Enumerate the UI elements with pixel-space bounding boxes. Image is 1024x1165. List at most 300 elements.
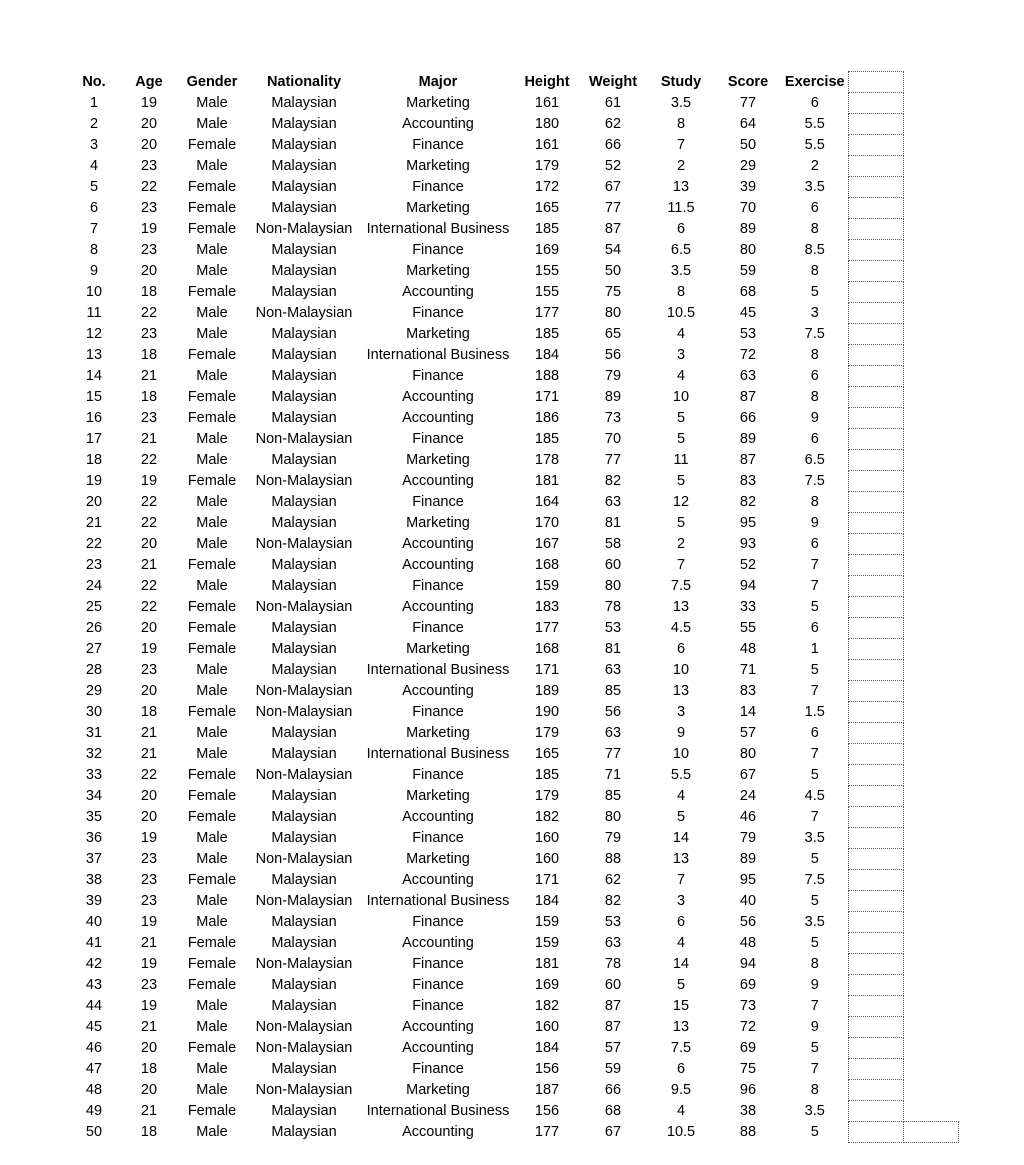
cell-study[interactable]: 7 xyxy=(676,137,686,153)
column-header-nationality[interactable]: Nationality xyxy=(266,74,342,90)
cell-score[interactable]: 89 xyxy=(739,221,757,237)
cell-height[interactable]: 186 xyxy=(534,410,560,426)
cell-nationality[interactable]: Malaysian xyxy=(271,578,337,594)
cell-major[interactable]: International Business xyxy=(366,1103,510,1119)
cell-gender[interactable]: Female xyxy=(187,389,237,405)
cell-score[interactable]: 50 xyxy=(739,137,757,153)
cell-exercise[interactable]: 6 xyxy=(810,725,819,741)
cell-age[interactable]: 19 xyxy=(140,830,158,846)
cell-age[interactable]: 19 xyxy=(140,998,158,1014)
cell-score[interactable]: 82 xyxy=(739,494,757,510)
cell-weight[interactable]: 87 xyxy=(604,221,622,237)
cell-major[interactable]: Accounting xyxy=(402,116,474,132)
cell-height[interactable]: 183 xyxy=(534,599,560,615)
cell-gender[interactable]: Female xyxy=(187,977,237,993)
cell-study[interactable]: 4.5 xyxy=(670,620,692,636)
cell-no[interactable]: 36 xyxy=(85,830,103,846)
cell-age[interactable]: 21 xyxy=(140,935,158,951)
cell-no[interactable]: 40 xyxy=(85,914,103,930)
cell-height[interactable]: 165 xyxy=(534,200,560,216)
cell-weight[interactable]: 60 xyxy=(604,557,622,573)
cell-age[interactable]: 21 xyxy=(140,368,158,384)
cell-height[interactable]: 177 xyxy=(534,620,560,636)
cell-major[interactable]: Finance xyxy=(412,1061,464,1077)
cell-exercise[interactable]: 9 xyxy=(810,515,819,531)
cell-exercise[interactable]: 6 xyxy=(810,95,819,111)
cell-weight[interactable]: 61 xyxy=(604,95,622,111)
cell-age[interactable]: 23 xyxy=(140,977,158,993)
cell-height[interactable]: 160 xyxy=(534,1019,560,1035)
cell-no[interactable]: 47 xyxy=(85,1061,103,1077)
empty-cell[interactable] xyxy=(848,870,903,891)
cell-nationality[interactable]: Malaysian xyxy=(271,95,337,111)
cell-score[interactable]: 93 xyxy=(739,536,757,552)
cell-weight[interactable]: 62 xyxy=(604,872,622,888)
cell-nationality[interactable]: Malaysian xyxy=(271,242,337,258)
cell-score[interactable]: 66 xyxy=(739,410,757,426)
cell-age[interactable]: 20 xyxy=(140,1082,158,1098)
empty-cell[interactable] xyxy=(848,450,903,471)
cell-major[interactable]: Finance xyxy=(412,767,464,783)
empty-cell[interactable] xyxy=(848,492,903,513)
cell-gender[interactable]: Male xyxy=(196,326,228,342)
cell-score[interactable]: 46 xyxy=(739,809,757,825)
cell-study[interactable]: 6 xyxy=(676,221,686,237)
cell-study[interactable]: 7.5 xyxy=(670,578,692,594)
cell-gender[interactable]: Female xyxy=(187,1040,237,1056)
cell-score[interactable]: 87 xyxy=(739,452,757,468)
cell-no[interactable]: 1 xyxy=(89,95,99,111)
cell-exercise[interactable]: 7.5 xyxy=(804,473,825,489)
cell-no[interactable]: 17 xyxy=(85,431,103,447)
cell-gender[interactable]: Male xyxy=(196,998,228,1014)
cell-major[interactable]: Accounting xyxy=(402,389,474,405)
empty-cell[interactable] xyxy=(848,513,903,534)
cell-nationality[interactable]: Malaysian xyxy=(271,1103,337,1119)
cell-weight[interactable]: 66 xyxy=(604,137,622,153)
cell-major[interactable]: Marketing xyxy=(406,200,470,216)
empty-cell[interactable] xyxy=(848,1038,903,1059)
cell-gender[interactable]: Female xyxy=(187,809,237,825)
cell-nationality[interactable]: Malaysian xyxy=(271,641,337,657)
cell-study[interactable]: 11.5 xyxy=(667,200,695,216)
empty-cell[interactable] xyxy=(848,1080,903,1101)
cell-major[interactable]: Accounting xyxy=(402,473,474,489)
cell-nationality[interactable]: Non-Malaysian xyxy=(255,683,353,699)
cell-study[interactable]: 13 xyxy=(672,1019,690,1035)
cell-age[interactable]: 21 xyxy=(140,431,158,447)
cell-nationality[interactable]: Non-Malaysian xyxy=(255,956,353,972)
column-header-score[interactable]: Score xyxy=(727,74,769,90)
empty-cell[interactable] xyxy=(848,471,903,492)
cell-exercise[interactable]: 9 xyxy=(810,1019,819,1035)
empty-cell[interactable] xyxy=(848,1017,903,1038)
cell-height[interactable]: 168 xyxy=(534,641,560,657)
empty-cell[interactable] xyxy=(848,408,903,429)
cell-height[interactable]: 180 xyxy=(534,116,560,132)
cell-height[interactable]: 170 xyxy=(534,515,560,531)
cell-age[interactable]: 21 xyxy=(140,725,158,741)
cell-weight[interactable]: 70 xyxy=(604,431,622,447)
empty-cell[interactable] xyxy=(848,72,903,93)
cell-height[interactable]: 179 xyxy=(534,158,560,174)
cell-gender[interactable]: Male xyxy=(196,158,228,174)
cell-exercise[interactable]: 3.5 xyxy=(804,1103,825,1119)
cell-nationality[interactable]: Malaysian xyxy=(271,347,337,363)
cell-study[interactable]: 4 xyxy=(676,368,686,384)
column-header-study[interactable]: Study xyxy=(660,74,702,90)
cell-weight[interactable]: 63 xyxy=(604,935,622,951)
cell-study[interactable]: 13 xyxy=(672,851,690,867)
cell-age[interactable]: 19 xyxy=(140,473,158,489)
cell-score[interactable]: 71 xyxy=(739,662,757,678)
cell-age[interactable]: 20 xyxy=(140,116,158,132)
cell-height[interactable]: 161 xyxy=(534,137,560,153)
cell-gender[interactable]: Female xyxy=(187,179,237,195)
empty-cell[interactable] xyxy=(848,933,903,954)
cell-study[interactable]: 3.5 xyxy=(670,263,692,279)
cell-study[interactable]: 5 xyxy=(676,431,686,447)
cell-exercise[interactable]: 8 xyxy=(810,221,819,237)
cell-age[interactable]: 23 xyxy=(140,851,158,867)
cell-nationality[interactable]: Malaysian xyxy=(271,263,337,279)
cell-major[interactable]: Accounting xyxy=(402,872,474,888)
cell-nationality[interactable]: Non-Malaysian xyxy=(255,431,353,447)
cell-age[interactable]: 23 xyxy=(140,872,158,888)
cell-gender[interactable]: Male xyxy=(196,116,228,132)
cell-weight[interactable]: 62 xyxy=(604,116,622,132)
cell-exercise[interactable]: 3.5 xyxy=(804,830,825,846)
cell-no[interactable]: 32 xyxy=(85,746,103,762)
cell-nationality[interactable]: Malaysian xyxy=(271,935,337,951)
cell-exercise[interactable]: 6 xyxy=(810,536,819,552)
cell-exercise[interactable]: 6.5 xyxy=(804,452,825,468)
cell-study[interactable]: 6.5 xyxy=(670,242,692,258)
cell-score[interactable]: 89 xyxy=(739,431,757,447)
cell-study[interactable]: 6 xyxy=(676,914,686,930)
cell-score[interactable]: 77 xyxy=(739,95,757,111)
cell-age[interactable]: 21 xyxy=(140,1103,158,1119)
cell-gender[interactable]: Female xyxy=(187,641,237,657)
cell-major[interactable]: Finance xyxy=(412,305,464,321)
cell-gender[interactable]: Female xyxy=(187,956,237,972)
cell-age[interactable]: 22 xyxy=(140,452,158,468)
cell-weight[interactable]: 52 xyxy=(604,158,622,174)
cell-weight[interactable]: 53 xyxy=(604,620,622,636)
cell-score[interactable]: 53 xyxy=(739,326,757,342)
cell-height[interactable]: 185 xyxy=(534,767,560,783)
cell-height[interactable]: 172 xyxy=(534,179,560,195)
cell-major[interactable]: Accounting xyxy=(402,557,474,573)
cell-gender[interactable]: Male xyxy=(196,683,228,699)
cell-no[interactable]: 18 xyxy=(85,452,103,468)
cell-exercise[interactable]: 5 xyxy=(810,662,819,678)
cell-weight[interactable]: 81 xyxy=(604,641,622,657)
cell-exercise[interactable]: 7.5 xyxy=(804,326,825,342)
cell-study[interactable]: 3 xyxy=(676,704,686,720)
cell-major[interactable]: Accounting xyxy=(402,1040,474,1056)
cell-major[interactable]: Finance xyxy=(412,977,464,993)
cell-score[interactable]: 67 xyxy=(739,767,757,783)
cell-study[interactable]: 4 xyxy=(676,788,686,804)
cell-exercise[interactable]: 5 xyxy=(810,893,819,909)
cell-gender[interactable]: Male xyxy=(196,725,228,741)
cell-age[interactable]: 21 xyxy=(140,1019,158,1035)
cell-major[interactable]: Marketing xyxy=(406,641,470,657)
empty-cell[interactable] xyxy=(848,429,903,450)
cell-major[interactable]: International Business xyxy=(366,347,510,363)
cell-gender[interactable]: Female xyxy=(187,200,237,216)
cell-major[interactable]: Finance xyxy=(412,242,464,258)
cell-nationality[interactable]: Malaysian xyxy=(271,494,337,510)
cell-weight[interactable]: 68 xyxy=(604,1103,622,1119)
cell-gender[interactable]: Male xyxy=(196,95,228,111)
cell-exercise[interactable]: 3.5 xyxy=(804,179,825,195)
cell-exercise[interactable]: 5 xyxy=(810,284,819,300)
cell-study[interactable]: 10.5 xyxy=(666,1124,696,1140)
column-header-no[interactable]: No. xyxy=(82,74,106,90)
cell-gender[interactable]: Male xyxy=(196,452,228,468)
cell-weight[interactable]: 85 xyxy=(604,788,622,804)
cell-height[interactable]: 156 xyxy=(534,1103,560,1119)
cell-major[interactable]: International Business xyxy=(366,746,510,762)
cell-exercise[interactable]: 8 xyxy=(810,389,819,405)
cell-exercise[interactable]: 8 xyxy=(810,263,819,279)
cell-age[interactable]: 18 xyxy=(140,389,158,405)
cell-no[interactable]: 43 xyxy=(85,977,103,993)
cell-score[interactable]: 80 xyxy=(739,746,757,762)
cell-study[interactable]: 5 xyxy=(676,515,686,531)
cell-gender[interactable]: Female xyxy=(187,473,237,489)
cell-score[interactable]: 33 xyxy=(739,599,757,615)
cell-exercise[interactable]: 3.5 xyxy=(804,914,825,930)
cell-major[interactable]: Marketing xyxy=(406,263,470,279)
cell-height[interactable]: 171 xyxy=(534,389,560,405)
empty-cell[interactable] xyxy=(848,660,903,681)
cell-nationality[interactable]: Malaysian xyxy=(271,452,337,468)
cell-gender[interactable]: Male xyxy=(196,830,228,846)
cell-nationality[interactable]: Non-Malaysian xyxy=(255,767,353,783)
cell-height[interactable]: 169 xyxy=(534,242,560,258)
cell-weight[interactable]: 82 xyxy=(604,473,622,489)
cell-height[interactable]: 181 xyxy=(534,956,560,972)
cell-nationality[interactable]: Non-Malaysian xyxy=(255,536,353,552)
cell-score[interactable]: 48 xyxy=(739,641,757,657)
cell-exercise[interactable]: 5.5 xyxy=(804,137,825,153)
column-header-gender[interactable]: Gender xyxy=(186,74,238,90)
empty-cell[interactable] xyxy=(848,996,903,1017)
cell-study[interactable]: 4 xyxy=(676,935,686,951)
cell-score[interactable]: 95 xyxy=(739,515,757,531)
cell-gender[interactable]: Female xyxy=(187,788,237,804)
empty-cell[interactable] xyxy=(848,912,903,933)
cell-exercise[interactable]: 7 xyxy=(810,578,819,594)
cell-exercise[interactable]: 8 xyxy=(810,1082,819,1098)
cell-gender[interactable]: Male xyxy=(196,914,228,930)
empty-cell[interactable] xyxy=(848,702,903,723)
cell-no[interactable]: 37 xyxy=(85,851,103,867)
cell-height[interactable]: 155 xyxy=(534,263,560,279)
column-header-exercise[interactable]: Exercise xyxy=(784,74,845,90)
cell-exercise[interactable]: 5 xyxy=(810,851,819,867)
cell-major[interactable]: Accounting xyxy=(402,536,474,552)
cell-gender[interactable]: Male xyxy=(196,1082,228,1098)
empty-cell[interactable] xyxy=(848,618,903,639)
cell-nationality[interactable]: Malaysian xyxy=(271,389,337,405)
cell-nationality[interactable]: Malaysian xyxy=(271,872,337,888)
cell-age[interactable]: 19 xyxy=(140,956,158,972)
cell-weight[interactable]: 73 xyxy=(604,410,622,426)
cell-major[interactable]: Finance xyxy=(412,578,464,594)
empty-cell[interactable] xyxy=(903,1122,958,1143)
cell-exercise[interactable]: 8.5 xyxy=(804,242,825,258)
cell-exercise[interactable]: 9 xyxy=(810,977,819,993)
cell-height[interactable]: 185 xyxy=(534,221,560,237)
cell-major[interactable]: Accounting xyxy=(402,809,474,825)
cell-major[interactable]: Finance xyxy=(412,494,464,510)
cell-height[interactable]: 167 xyxy=(534,536,560,552)
cell-exercise[interactable]: 8 xyxy=(810,956,819,972)
cell-score[interactable]: 59 xyxy=(739,263,757,279)
cell-no[interactable]: 4 xyxy=(89,158,99,174)
empty-cell[interactable] xyxy=(848,786,903,807)
cell-height[interactable]: 190 xyxy=(534,704,560,720)
cell-study[interactable]: 5.5 xyxy=(670,767,692,783)
empty-cell[interactable] xyxy=(848,828,903,849)
cell-no[interactable]: 45 xyxy=(85,1019,103,1035)
cell-no[interactable]: 3 xyxy=(89,137,99,153)
cell-score[interactable]: 63 xyxy=(739,368,757,384)
cell-no[interactable]: 26 xyxy=(85,620,103,636)
cell-weight[interactable]: 80 xyxy=(604,305,622,321)
cell-study[interactable]: 6 xyxy=(676,1061,686,1077)
cell-major[interactable]: Accounting xyxy=(402,935,474,951)
cell-nationality[interactable]: Non-Malaysian xyxy=(255,221,353,237)
cell-major[interactable]: Finance xyxy=(412,998,464,1014)
cell-score[interactable]: 73 xyxy=(739,998,757,1014)
cell-exercise[interactable]: 7 xyxy=(810,809,819,825)
cell-weight[interactable]: 87 xyxy=(604,1019,622,1035)
cell-study[interactable]: 7 xyxy=(676,872,686,888)
cell-age[interactable]: 20 xyxy=(140,809,158,825)
cell-weight[interactable]: 81 xyxy=(604,515,622,531)
cell-no[interactable]: 29 xyxy=(85,683,103,699)
cell-gender[interactable]: Female xyxy=(187,347,237,363)
cell-score[interactable]: 68 xyxy=(739,284,757,300)
cell-score[interactable]: 89 xyxy=(739,851,757,867)
cell-no[interactable]: 2 xyxy=(89,116,99,132)
cell-height[interactable]: 161 xyxy=(534,95,560,111)
cell-score[interactable]: 87 xyxy=(739,389,757,405)
cell-nationality[interactable]: Malaysian xyxy=(271,725,337,741)
cell-no[interactable]: 11 xyxy=(86,305,102,321)
cell-study[interactable]: 15 xyxy=(672,998,690,1014)
cell-weight[interactable]: 80 xyxy=(604,578,622,594)
cell-score[interactable]: 72 xyxy=(739,347,757,363)
cell-nationality[interactable]: Malaysian xyxy=(271,137,337,153)
cell-study[interactable]: 3 xyxy=(676,893,686,909)
cell-height[interactable]: 178 xyxy=(534,452,560,468)
cell-gender[interactable]: Female xyxy=(187,221,237,237)
cell-nationality[interactable]: Malaysian xyxy=(271,116,337,132)
cell-no[interactable]: 21 xyxy=(85,515,103,531)
cell-major[interactable]: Finance xyxy=(412,368,464,384)
cell-age[interactable]: 18 xyxy=(140,347,158,363)
cell-height[interactable]: 182 xyxy=(534,998,560,1014)
cell-gender[interactable]: Female xyxy=(187,620,237,636)
cell-age[interactable]: 21 xyxy=(140,557,158,573)
cell-gender[interactable]: Male xyxy=(196,893,228,909)
cell-major[interactable]: Accounting xyxy=(402,599,474,615)
cell-major[interactable]: Accounting xyxy=(402,683,474,699)
empty-cell[interactable] xyxy=(848,954,903,975)
empty-cell[interactable] xyxy=(848,597,903,618)
cell-nationality[interactable]: Malaysian xyxy=(271,284,337,300)
cell-gender[interactable]: Male xyxy=(196,1061,228,1077)
cell-nationality[interactable]: Malaysian xyxy=(271,788,337,804)
cell-height[interactable]: 184 xyxy=(534,1040,560,1056)
cell-age[interactable]: 19 xyxy=(140,914,158,930)
cell-age[interactable]: 21 xyxy=(140,746,158,762)
cell-exercise[interactable]: 7 xyxy=(810,683,819,699)
cell-no[interactable]: 48 xyxy=(85,1082,103,1098)
cell-score[interactable]: 75 xyxy=(739,1061,757,1077)
cell-weight[interactable]: 85 xyxy=(604,683,622,699)
empty-cell[interactable] xyxy=(848,93,903,114)
cell-age[interactable]: 19 xyxy=(140,95,158,111)
cell-no[interactable]: 12 xyxy=(85,326,103,342)
cell-major[interactable]: International Business xyxy=(366,893,510,909)
cell-study[interactable]: 13 xyxy=(672,683,690,699)
cell-score[interactable]: 83 xyxy=(739,473,757,489)
cell-weight[interactable]: 75 xyxy=(604,284,622,300)
cell-study[interactable]: 5 xyxy=(676,473,686,489)
cell-nationality[interactable]: Non-Malaysian xyxy=(255,473,353,489)
cell-height[interactable]: 188 xyxy=(534,368,560,384)
cell-weight[interactable]: 78 xyxy=(604,599,622,615)
cell-study[interactable]: 5 xyxy=(676,410,686,426)
empty-cell[interactable] xyxy=(848,135,903,156)
cell-no[interactable]: 5 xyxy=(89,179,99,195)
cell-nationality[interactable]: Malaysian xyxy=(271,914,337,930)
cell-no[interactable]: 13 xyxy=(85,347,103,363)
cell-exercise[interactable]: 6 xyxy=(810,431,819,447)
cell-gender[interactable]: Male xyxy=(196,242,228,258)
empty-cell[interactable] xyxy=(848,681,903,702)
cell-nationality[interactable]: Non-Malaysian xyxy=(255,305,353,321)
cell-no[interactable]: 19 xyxy=(85,473,103,489)
cell-study[interactable]: 5 xyxy=(676,809,686,825)
cell-major[interactable]: Marketing xyxy=(406,1082,470,1098)
cell-weight[interactable]: 82 xyxy=(604,893,622,909)
cell-study[interactable]: 8 xyxy=(676,116,686,132)
cell-height[interactable]: 185 xyxy=(534,326,560,342)
cell-no[interactable]: 8 xyxy=(89,242,99,258)
cell-nationality[interactable]: Non-Malaysian xyxy=(255,1082,353,1098)
cell-weight[interactable]: 79 xyxy=(604,368,622,384)
cell-no[interactable]: 38 xyxy=(85,872,103,888)
cell-height[interactable]: 164 xyxy=(534,494,560,510)
cell-no[interactable]: 31 xyxy=(85,725,103,741)
cell-height[interactable]: 168 xyxy=(534,557,560,573)
empty-cell[interactable] xyxy=(848,177,903,198)
cell-score[interactable]: 55 xyxy=(739,620,757,636)
cell-height[interactable]: 177 xyxy=(534,1124,560,1140)
cell-score[interactable]: 80 xyxy=(739,242,757,258)
cell-age[interactable]: 23 xyxy=(140,242,158,258)
cell-no[interactable]: 15 xyxy=(85,389,103,405)
empty-cell[interactable] xyxy=(848,891,903,912)
